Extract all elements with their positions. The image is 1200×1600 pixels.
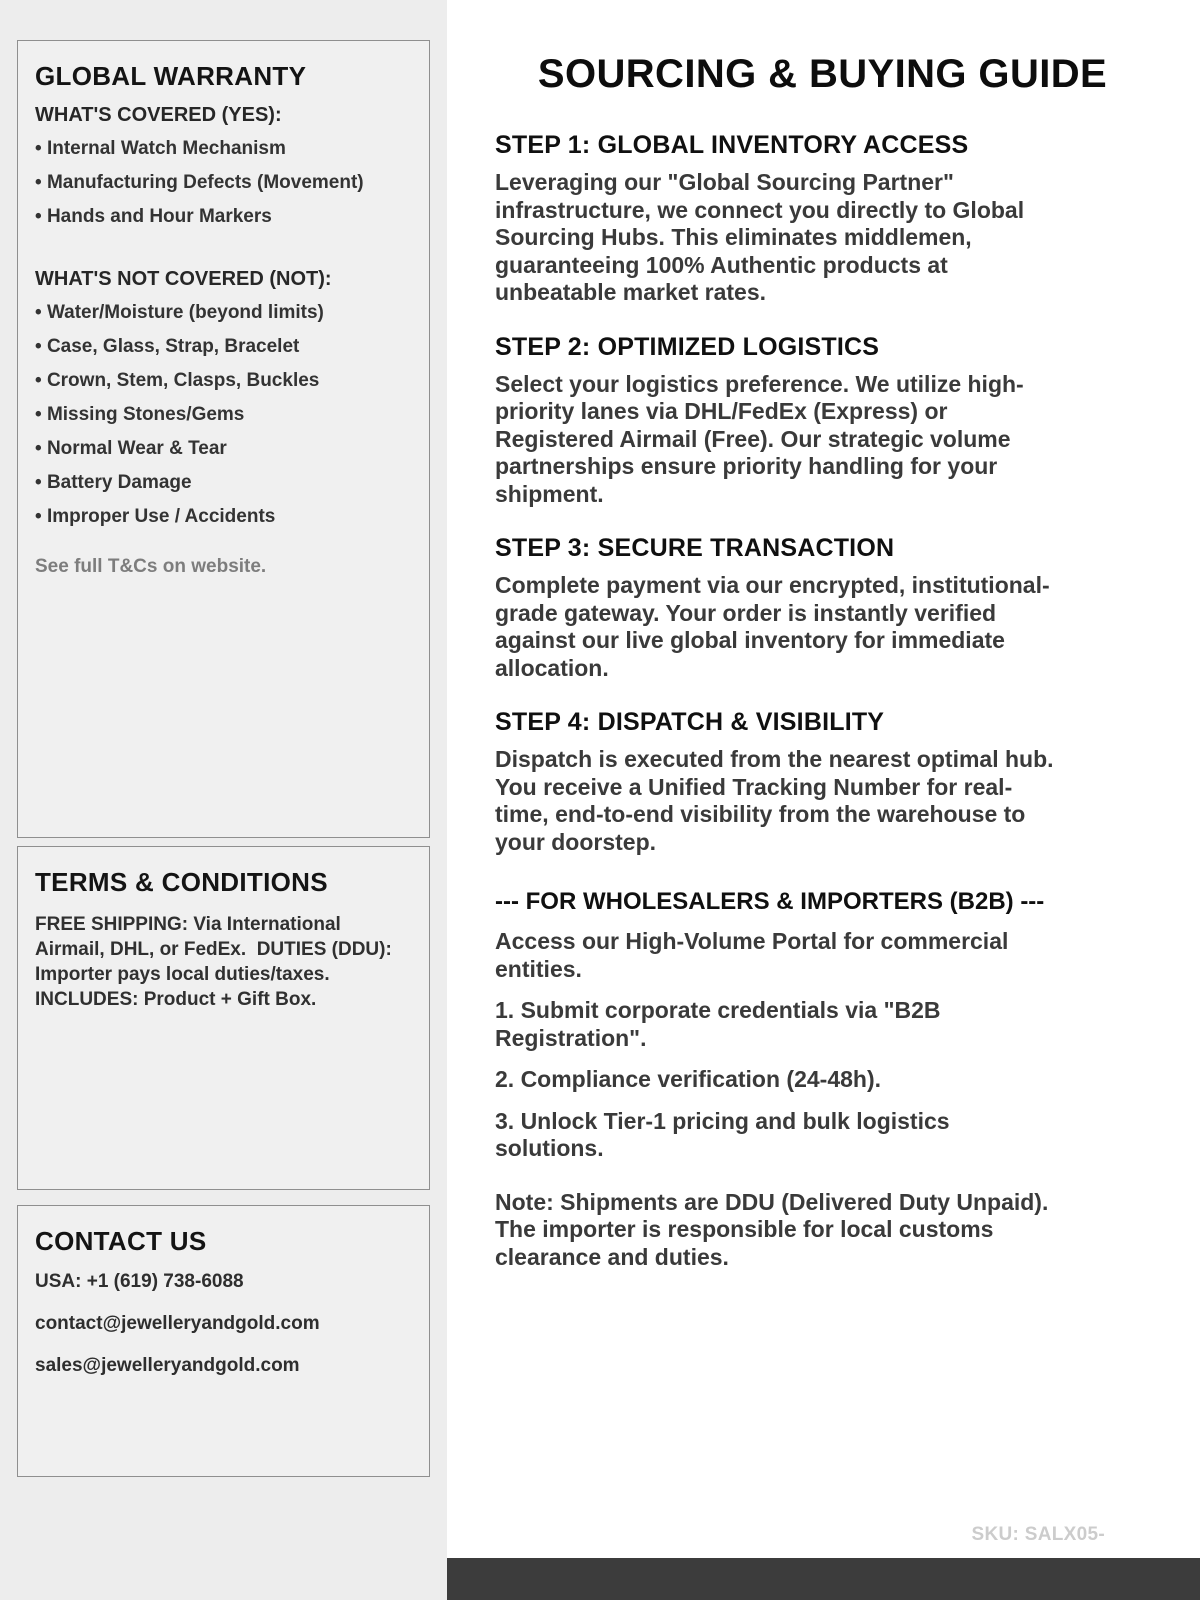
footer-bar — [447, 1558, 1200, 1600]
main-content — [447, 0, 1200, 1600]
sku-label: SKU: SALX05- — [971, 1524, 1105, 1545]
covered-item: • Internal Watch Mechanism — [35, 137, 412, 160]
page-title: SOURCING & BUYING GUIDE — [537, 52, 1108, 96]
warranty-footnote: See full T&Cs on website. — [35, 556, 267, 577]
covered-list — [35, 137, 412, 228]
b2b-item: 3. Unlock Tier-1 pricing and bulk logistics solutions. — [495, 1107, 950, 1161]
step-heading: STEP 1: GLOBAL INVENTORY ACCESS — [495, 131, 969, 159]
b2b-item: 2. Compliance verification (24-48h). — [495, 1066, 882, 1092]
not-covered-list — [35, 301, 412, 528]
not-covered-item: • Water/Moisture (beyond limits) — [35, 301, 412, 324]
step-body: Complete payment via our encrypted, institutional-grade gateway. Your order is instantly verified against our live global inventory for immediate allocation. — [495, 572, 1050, 681]
not-covered-item: • Battery Damage — [35, 471, 412, 494]
step-heading: STEP 2: OPTIMIZED LOGISTICS — [495, 332, 880, 361]
step-heading: STEP 4: DISPATCH & VISIBILITY — [495, 708, 885, 736]
warranty-title: GLOBAL WARRANTY — [35, 61, 307, 91]
b2b-steps-list — [495, 997, 1150, 1163]
b2b-item: 1. Submit corporate credentials via "B2B Registration". — [495, 997, 941, 1051]
step-section — [495, 534, 1150, 682]
contact-line: USA: +1 (619) 738-6088 — [35, 1271, 244, 1292]
not-covered-item: • Improper Use / Accidents — [35, 505, 412, 528]
step-body: Dispatch is executed from the nearest optimal hub. You receive a Unified Tracking Number for real-time, end-to-end visibility from the warehouse to your doorstep. — [495, 746, 1054, 855]
step-body: Select your logistics preference. We utilize high-priority lanes via DHL/FedEx (Express) or Registered Airmail (Free). Our strategic volume partnerships ensure priority handling for your shipment. — [495, 370, 1024, 507]
b2b-intro: Access our High-Volume Portal for commercial entities. — [495, 928, 1009, 982]
contact-line: contact@jewelleryandgold.com — [35, 1313, 320, 1334]
contact-lines — [35, 1271, 412, 1377]
warranty-box — [17, 40, 430, 838]
covered-item: • Hands and Hour Markers — [35, 205, 412, 228]
not-covered-heading: WHAT'S NOT COVERED (NOT): — [35, 268, 332, 290]
b2b-note: Note: Shipments are DDU (Delivered Duty Unpaid). The importer is responsible for local customs clearance and duties. — [495, 1188, 1049, 1270]
step-section — [495, 708, 1150, 856]
not-covered-item: • Normal Wear & Tear — [35, 437, 412, 460]
not-covered-item: • Case, Glass, Strap, Bracelet — [35, 335, 412, 358]
step-section — [495, 333, 1150, 509]
sidebar — [0, 0, 447, 1600]
terms-body: FREE SHIPPING: Via International Airmail, DHL, or FedEx. DUTIES (DDU): Importer pays local duties/taxes. INCLUDES: Product + Gift Box. — [35, 914, 398, 1010]
terms-box — [17, 846, 430, 1190]
not-covered-item: • Missing Stones/Gems — [35, 403, 412, 426]
step-body: Leveraging our "Global Sourcing Partner" infrastructure, we connect you directly to Global Sourcing Hubs. This eliminates middlemen, guaranteeing 100% Authentic products at unbeatable market rates. — [495, 169, 1025, 305]
steps-list — [495, 131, 1150, 856]
covered-heading: WHAT'S COVERED (YES): — [35, 104, 282, 126]
not-covered-item: • Crown, Stem, Clasps, Buckles — [35, 369, 412, 392]
b2b-section — [495, 888, 1150, 1271]
step-section — [495, 131, 1150, 307]
step-heading: STEP 3: SECURE TRANSACTION — [495, 534, 895, 562]
contact-box — [17, 1205, 430, 1477]
terms-title: TERMS & CONDITIONS — [35, 867, 328, 897]
covered-item: • Manufacturing Defects (Movement) — [35, 171, 412, 194]
b2b-heading: --- FOR WHOLESALERS & IMPORTERS (B2B) --- — [495, 888, 1045, 915]
contact-title: CONTACT US — [35, 1226, 207, 1256]
contact-line: sales@jewelleryandgold.com — [35, 1355, 300, 1376]
